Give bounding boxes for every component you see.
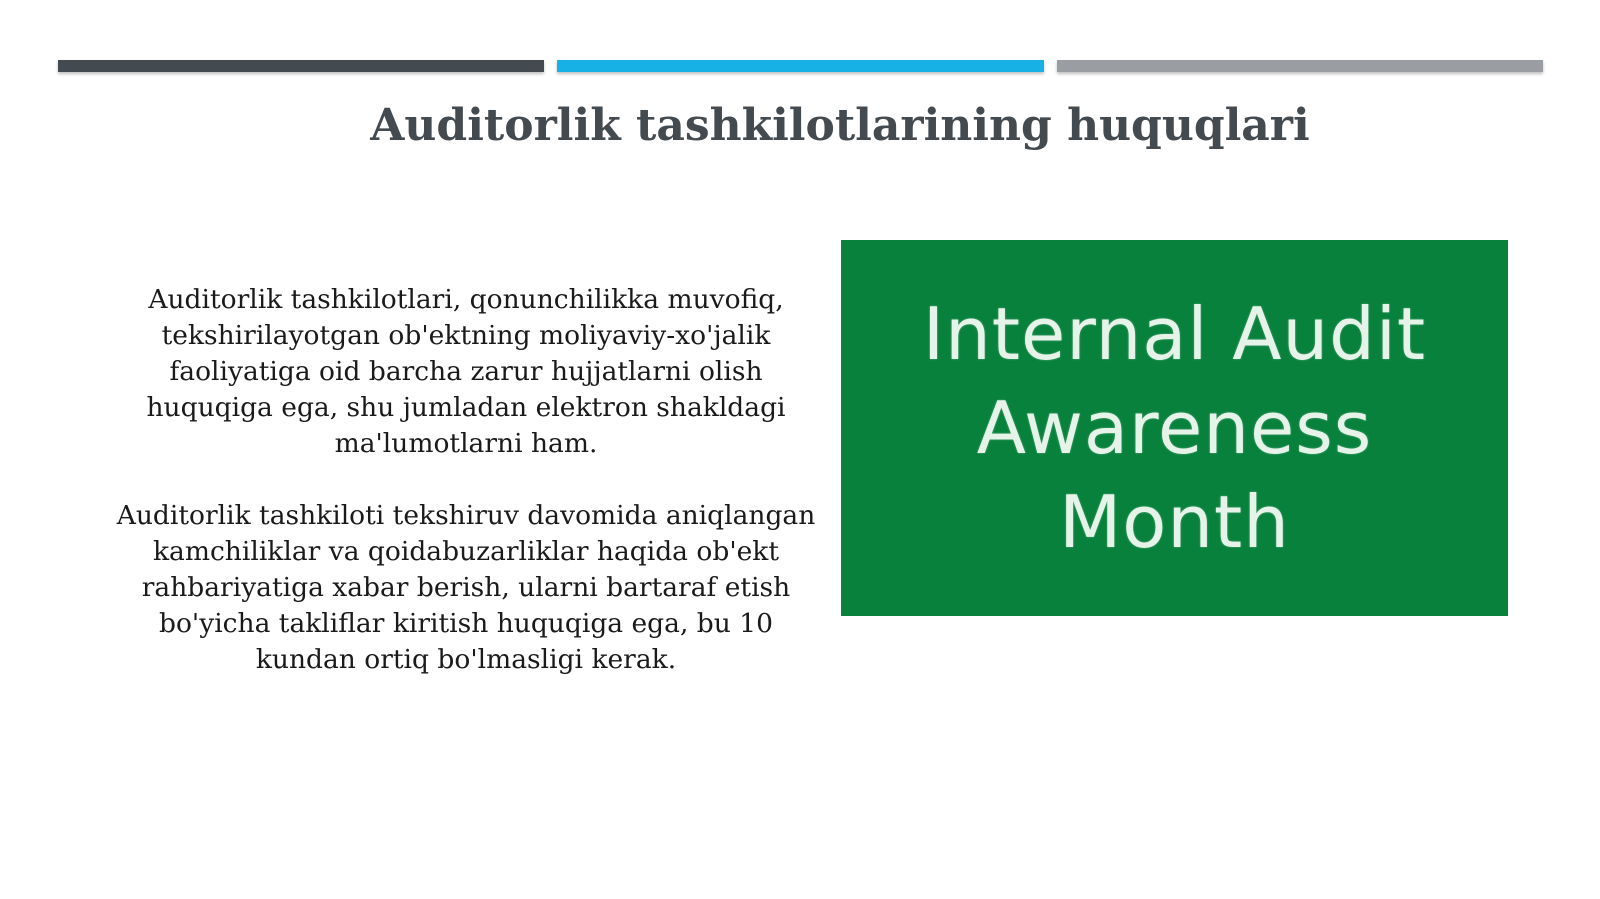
accent-bar-dark [58,60,544,72]
banner-line-1: Internal Audit [922,292,1427,376]
body-text [110,282,822,714]
internal-audit-awareness-image [841,240,1508,616]
paragraph-2: Auditorlik tashkiloti tekshiruv davomida aniqlangan kamchiliklar va qoidabuzarliklar haqida ob'ekt rahbariyatiga xabar berish, ularni bartaraf etish bo'yicha takliflar kiritish huquqiga ega, bu 10 kundan ortiq bo'lmasligi kerak. [116,500,816,675]
banner-line-3: Month [1059,480,1290,564]
banner-line-2: Awareness [976,386,1373,470]
accent-bar-blue [557,60,1044,72]
accent-bar-gray [1057,60,1543,72]
slide-title: Auditorlik tashkilotlarining huquqlari [370,100,1310,151]
paragraph-1: Auditorlik tashkilotlari, qonunchilikka muvofiq, tekshirilayotgan ob'ektning moliyaviy-xo'jalik faoliyatiga oid barcha zarur hujjatlarni olish huquqiga ega, shu jumladan elektron shakldagi ma'lumotlarni ham. [146,284,786,459]
